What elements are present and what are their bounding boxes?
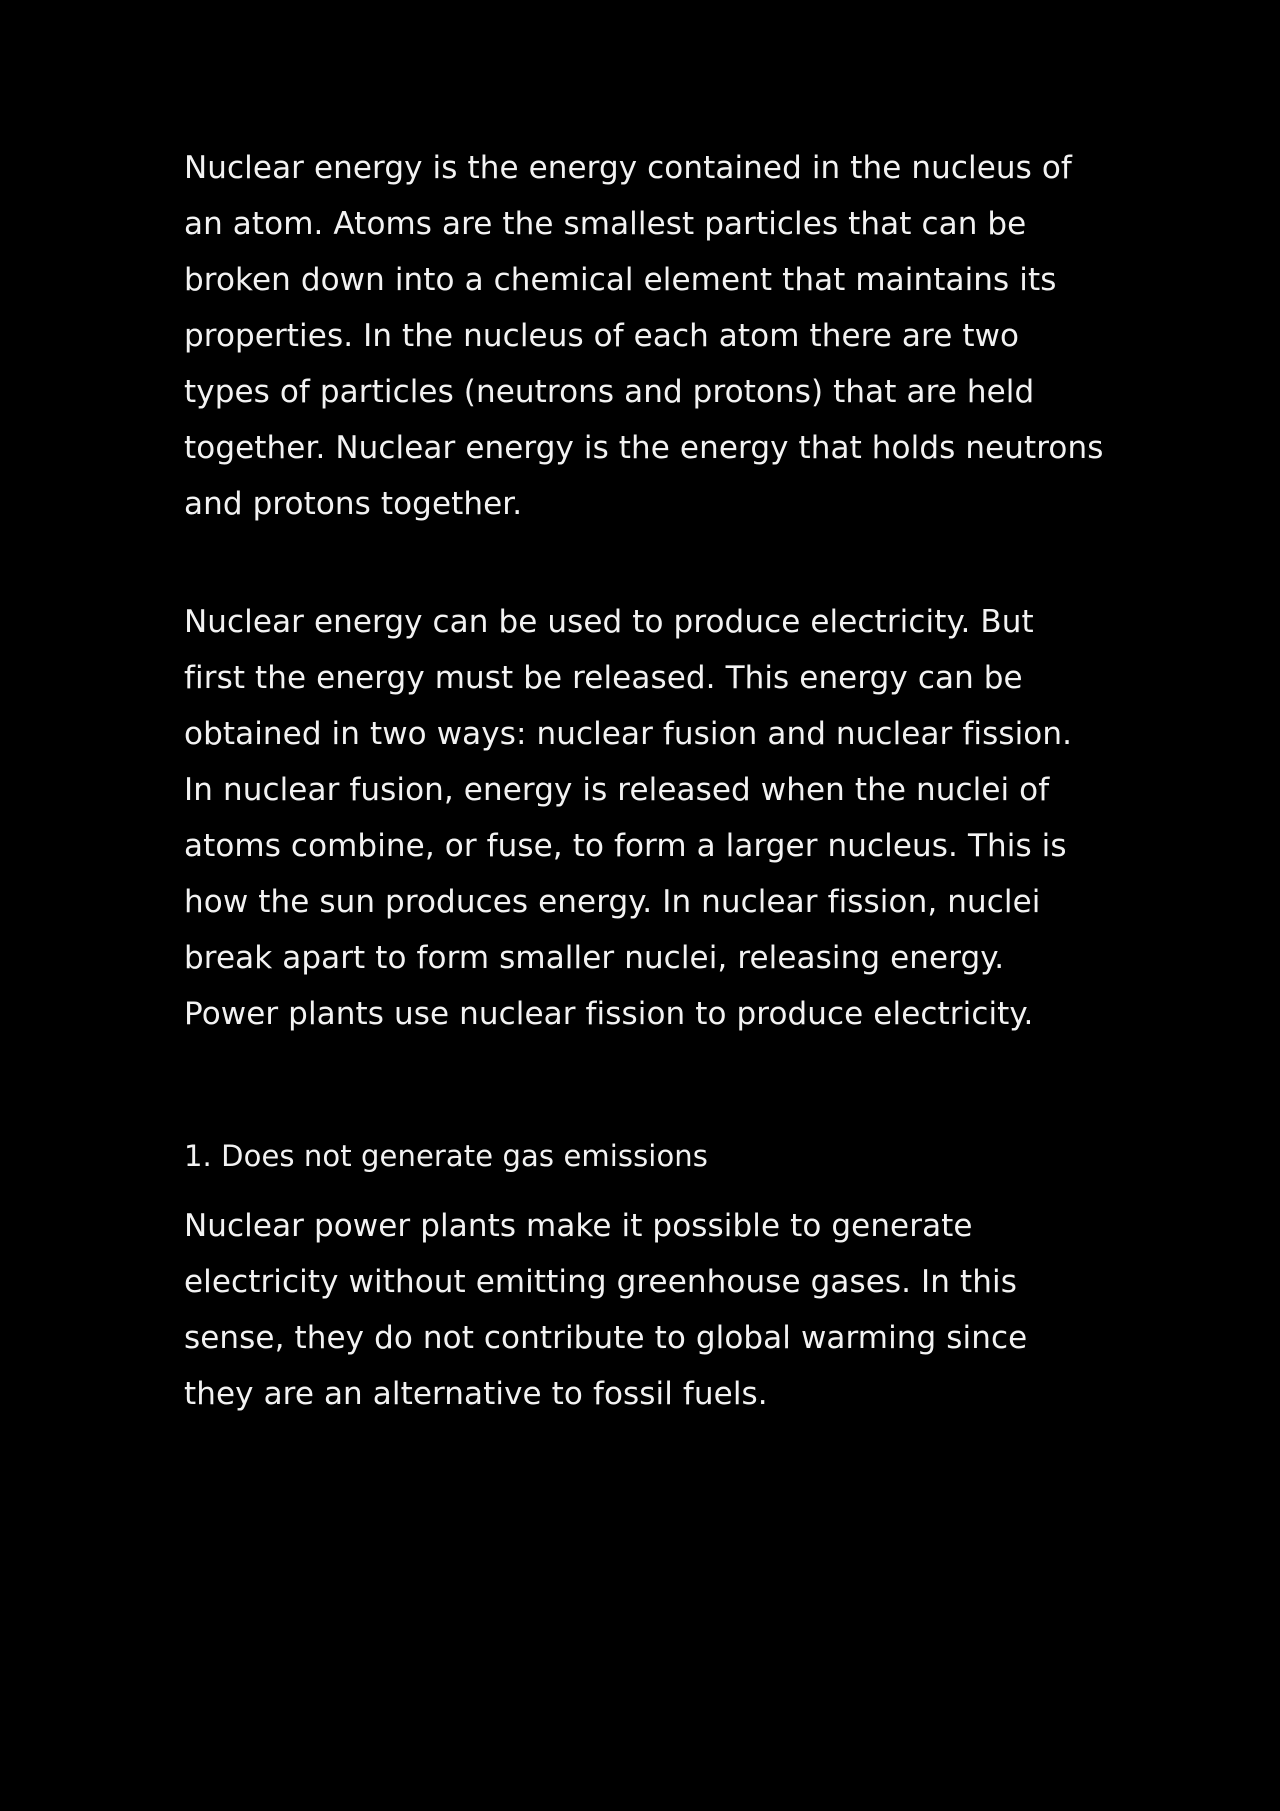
paragraph-electricity: Nuclear energy can be used to produce electricity. But first the energy must be released. This energy can be obtained in two ways: nuclear fusion and nuclear fission. In nuclear fusion, energy is released when the nuclei of atoms combine, or fuse, to form a larger nucleus. This is how the sun produces energy. In nuclear fission, nuclei break apart to form smaller nuclei, releasing energy. Power plants use nuclear fission to produce electricity. <box>184 604 1073 1032</box>
section-heading-1: 1. Does not generate gas emissions <box>184 1139 708 1173</box>
document-content <box>184 140 1104 1422</box>
section-spacer <box>184 1104 1104 1130</box>
paragraph-intro: Nuclear energy is the energy contained in the nucleus of an atom. Atoms are the smallest particles that can be broken down into a chemical element that maintains its properties. In the nucleus of each atom there are two types of particles (neutrons and protons) that are held together. Nuclear energy is the energy that holds neutrons and protons together. <box>184 150 1104 522</box>
section-body-1: Nuclear power plants make it possible to generate electricity without emitting greenhouse gases. In this sense, they do not contribute to global warming since they are an alternative to fossil fuels. <box>184 1208 1028 1412</box>
